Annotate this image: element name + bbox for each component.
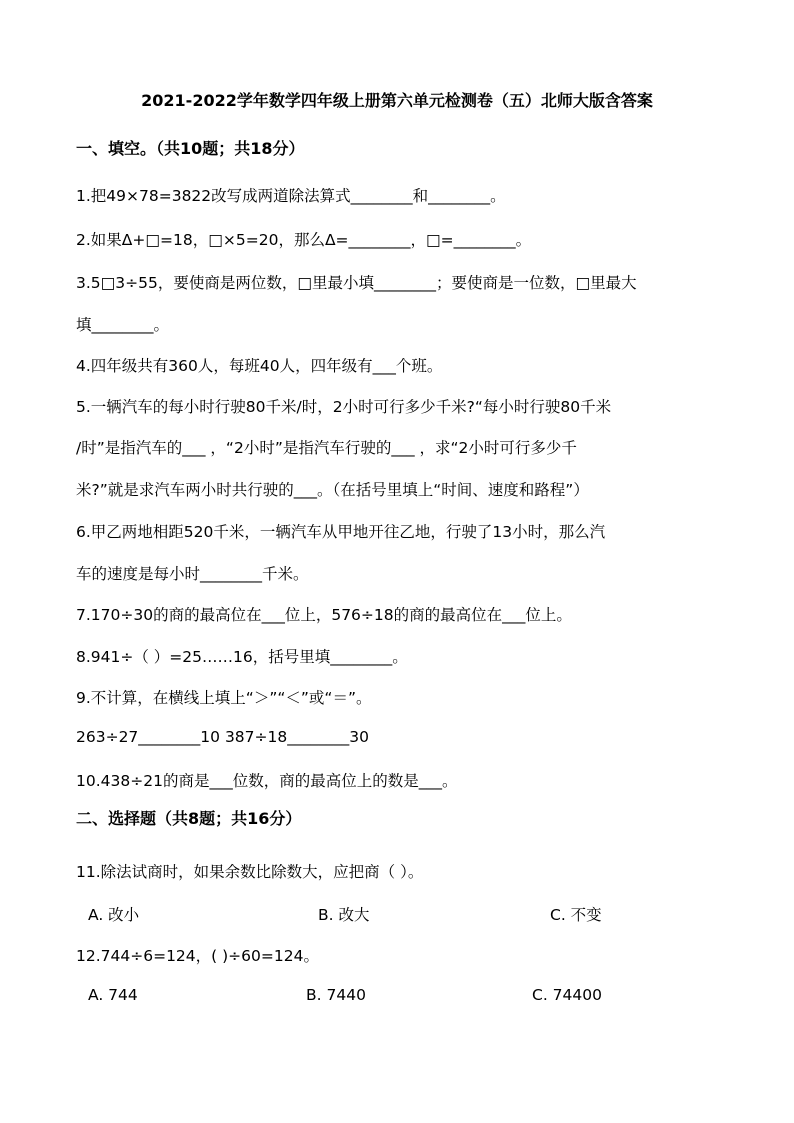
question-9: 9.不计算，在横线上填上“＞”“＜”或“＝”。 <box>76 689 372 707</box>
question-11: 11.除法试商时，如果余数比除数大，应把商（ ）。 <box>76 863 424 881</box>
question-7: 7.170÷30的商的最高位在___位上，576÷18的商的最高位在___位上。 <box>76 606 572 624</box>
question-8: 8.941÷（ ）=25……16，括号里填________。 <box>76 648 408 666</box>
question-6-line-1: 6.甲乙两地相距520千米，一辆汽车从甲地开往乙地，行驶了13小时，那么汽 <box>76 523 606 541</box>
page-title: 2021-2022学年数学四年级上册第六单元检测卷（五）北师大版含答案 <box>141 91 653 110</box>
question-5-line-2: /时”是指汽车的___ ，“2小时”是指汽车行驶的___ ，求“2小时可行多少千 <box>76 439 577 457</box>
question-5-line-3: 米?”就是求汽车两小时共行驶的___。（在括号里填上“时间、速度和路程”） <box>76 481 589 499</box>
question-12-option-a: A. 744 <box>88 986 138 1004</box>
question-4: 4.四年级共有360人，每班40人，四年级有___个班。 <box>76 357 443 375</box>
question-6-line-2: 车的速度是每小时________千米。 <box>76 565 309 583</box>
question-1: 1.把49×78=3822改写成两道除法算式________和________。 <box>76 187 506 205</box>
question-11-option-a: A. 改小 <box>88 906 140 924</box>
question-3-line-2: 填________。 <box>76 316 170 334</box>
section-fill-blank-heading: 一、填空。（共10题；共18分） <box>76 139 305 158</box>
question-11-option-c: C. 不变 <box>550 906 602 924</box>
question-9-expressions: 263÷27________10 387÷18________30 <box>76 728 369 746</box>
question-3-line-1: 3.5□3÷55，要使商是两位数，□里最小填________；要使商是一位数，□里最大 <box>76 274 637 292</box>
question-5-line-1: 5.一辆汽车的每小时行驶80千米/时，2小时可行多少千米?“每小时行驶80千米 <box>76 398 612 416</box>
question-12: 12.744÷6=124，( )÷60=124。 <box>76 947 319 965</box>
question-11-option-b: B. 改大 <box>318 906 370 924</box>
section-choice-heading: 二、选择题（共8题；共16分） <box>76 809 302 828</box>
question-2: 2.如果Δ+□=18，□×5=20，那么Δ=________，□=________。 <box>76 231 532 249</box>
question-10: 10.438÷21的商是___位数，商的最高位上的数是___。 <box>76 772 458 790</box>
question-12-option-c: C. 74400 <box>532 986 602 1004</box>
question-12-option-b: B. 7440 <box>306 986 366 1004</box>
